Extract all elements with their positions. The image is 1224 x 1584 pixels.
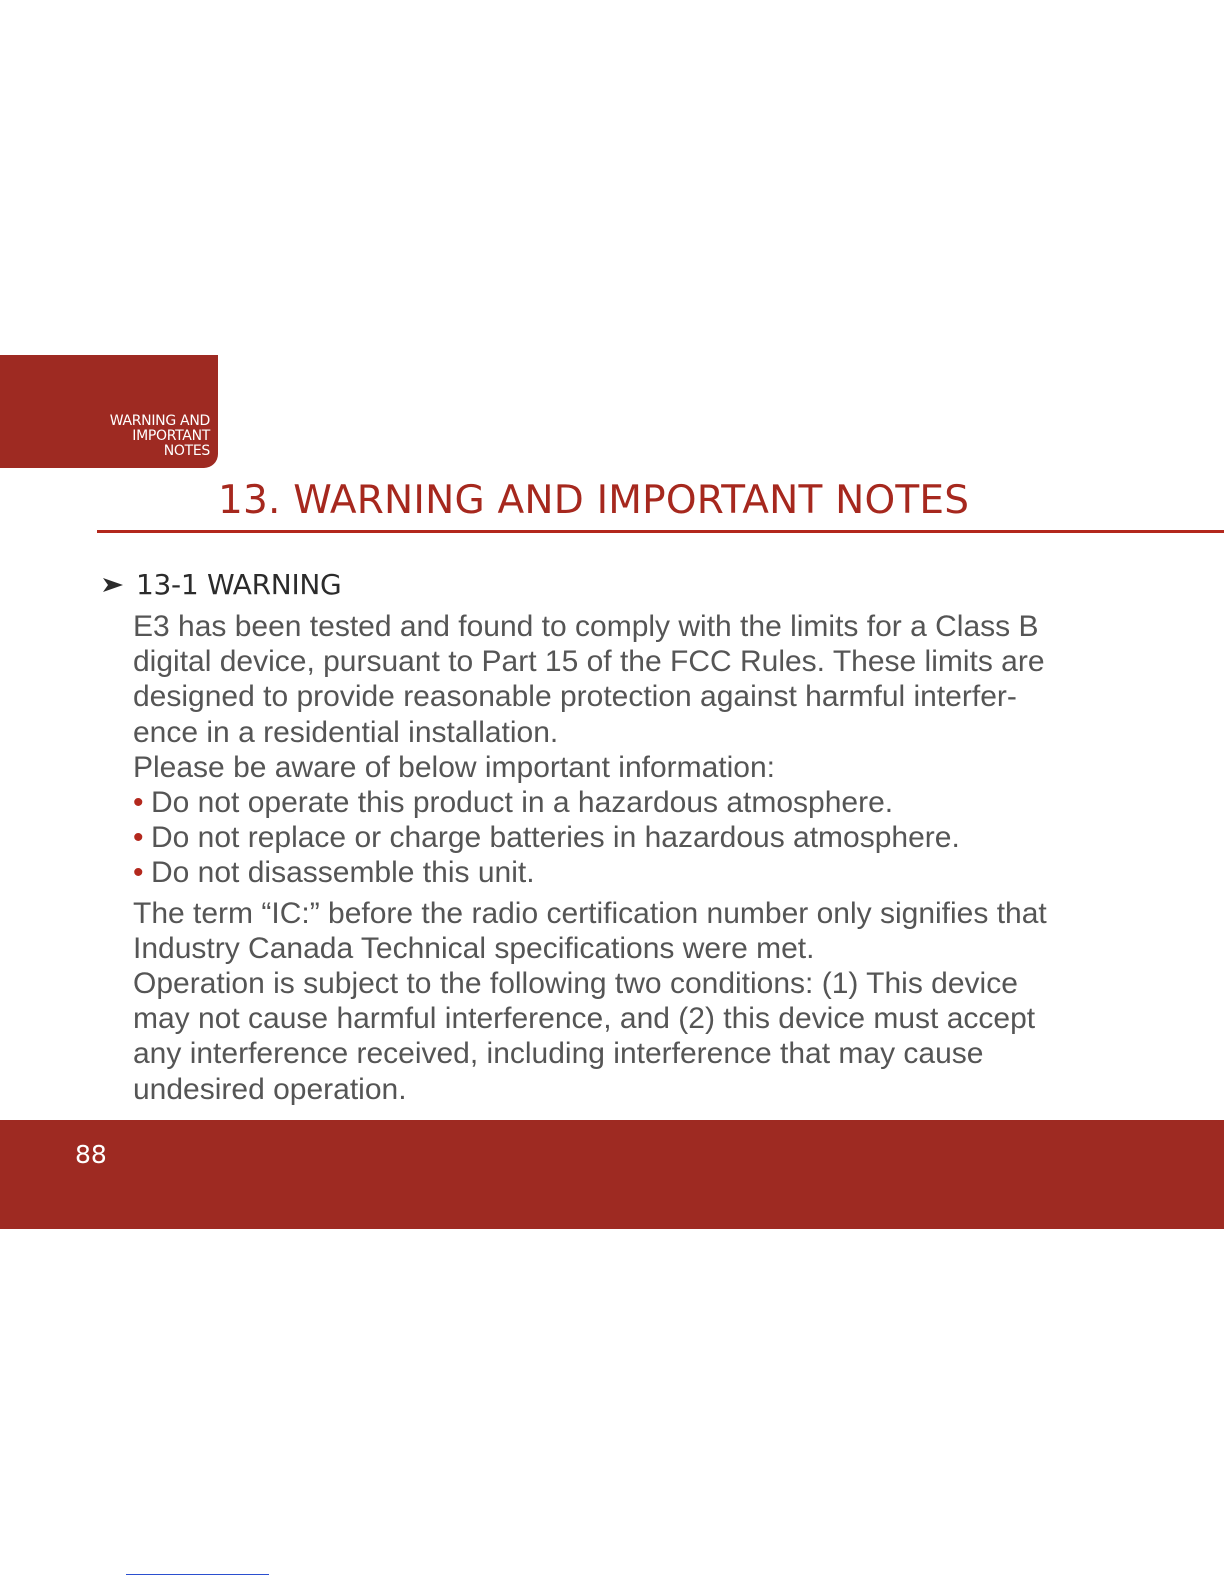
paragraph-line: Industry Canada Technical specifications were met.	[133, 931, 815, 965]
side-tab-line-3: NOTES	[163, 443, 210, 459]
page-number: 88	[75, 1140, 107, 1169]
bullet-dot-icon: •	[133, 786, 144, 820]
side-tab-line-2: IMPORTANT	[132, 428, 210, 444]
page-title: 13. WARNING AND IMPORTANT NOTES	[218, 478, 970, 523]
paragraph-line: The term “IC:” before the radio certification number only signifies that	[133, 896, 1047, 930]
paragraph-line: designed to provide reasonable protection against harmful interfer-	[133, 680, 1017, 714]
title-divider	[97, 530, 1224, 533]
bullet-item	[133, 820, 1143, 855]
paragraph-line: undesired operation.	[133, 1072, 407, 1106]
bullet-item	[133, 855, 1143, 890]
bullet-dot-icon: •	[133, 821, 144, 855]
chapter-side-tab	[0, 355, 218, 468]
paragraph-line: ence in a residential installation.	[133, 715, 559, 749]
section-title: 13-1 WARNING	[136, 568, 342, 601]
warning-body	[133, 609, 1143, 1107]
side-tab-line-1: WARNING AND	[109, 413, 210, 429]
paragraph-line: any interference received, including interference that may cause	[133, 1037, 984, 1071]
section-heading	[103, 567, 341, 603]
ic-paragraph	[133, 896, 1143, 966]
paragraph-line: digital device, pursuant to Part 15 of the FCC Rules. These limits are	[133, 645, 1045, 679]
bullet-text: Do not operate this product in a hazardous atmosphere.	[151, 786, 894, 820]
bullet-text: Do not replace or charge batteries in hazardous atmosphere.	[151, 821, 960, 855]
bullet-dot-icon: •	[133, 856, 144, 890]
arrow-bullet-icon	[103, 577, 123, 593]
compliance-paragraph	[133, 609, 1143, 750]
bullet-item	[133, 785, 1143, 820]
paragraph-line: E3 has been tested and found to comply with the limits for a Class B	[133, 610, 1039, 643]
operation-conditions-paragraph	[133, 966, 1143, 1107]
bullet-text: Do not disassemble this unit.	[151, 856, 535, 890]
bullet-intro: Please be aware of below important information:	[133, 750, 776, 784]
paragraph-line: may not cause harmful interference, and (2) this device must accept	[133, 1002, 1036, 1036]
footnote-rule	[126, 1574, 269, 1575]
paragraph-line: Operation is subject to the following two conditions: (1) This device	[133, 967, 1018, 1001]
footer-band	[0, 1120, 1224, 1229]
